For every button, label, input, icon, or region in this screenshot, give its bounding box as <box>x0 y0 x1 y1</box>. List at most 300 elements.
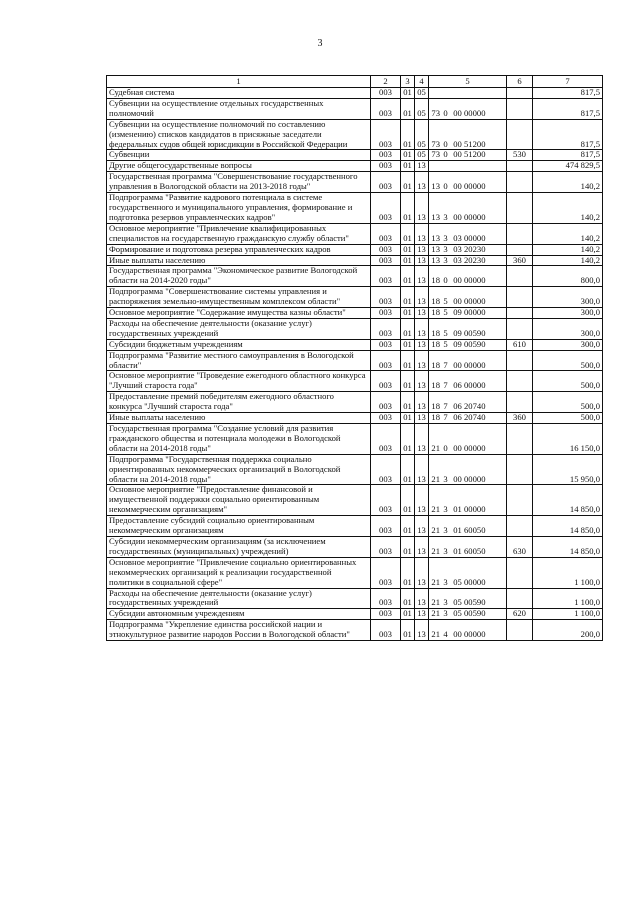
admin-code-cell: 003 <box>371 150 401 161</box>
subsection-code-cell: 13 <box>415 557 429 588</box>
target-code-part: 7 <box>443 359 448 370</box>
row-name-cell: Субвенции <box>107 150 371 161</box>
admin-code-cell: 003 <box>371 536 401 557</box>
target-code-part: 00000 <box>464 296 486 307</box>
expense-type-cell <box>507 172 533 193</box>
expense-type-cell: 360 <box>507 413 533 424</box>
amount-cell: 817,5 <box>533 119 603 150</box>
admin-code-cell: 003 <box>371 255 401 266</box>
subsection-code-cell: 13 <box>415 609 429 620</box>
amount-cell: 300,0 <box>533 339 603 350</box>
target-code-part: 3 <box>443 473 448 484</box>
admin-code-cell: 003 <box>371 609 401 620</box>
budget-table <box>106 75 603 641</box>
target-code-cell <box>429 516 507 537</box>
target-code-cell <box>429 485 507 516</box>
amount-cell: 500,0 <box>533 350 603 371</box>
expense-type-cell: 630 <box>507 536 533 557</box>
target-code-cell <box>429 609 507 620</box>
subsection-code-cell: 13 <box>415 223 429 244</box>
section-code-cell: 01 <box>401 308 415 319</box>
amount-cell: 140,2 <box>533 244 603 255</box>
section-code-cell: 01 <box>401 557 415 588</box>
target-code-part: 5 <box>443 307 448 318</box>
target-code-part: 00000 <box>464 576 486 587</box>
amount-cell: 16 150,0 <box>533 424 603 455</box>
expense-type-cell <box>507 371 533 392</box>
target-code-part: 00000 <box>464 473 486 484</box>
target-code-cell <box>429 244 507 255</box>
subsection-code-cell: 05 <box>415 150 429 161</box>
subsection-code-cell: 13 <box>415 244 429 255</box>
subsection-code-cell: 13 <box>415 308 429 319</box>
row-name-cell: Основное мероприятие "Содержание имущества казны области" <box>107 308 371 319</box>
target-code-part: 21 <box>431 442 440 453</box>
row-name-cell: Иные выплаты населению <box>107 413 371 424</box>
amount-cell: 500,0 <box>533 392 603 413</box>
target-code-cell <box>429 287 507 308</box>
expense-type-cell <box>507 318 533 339</box>
target-code-part: 21 <box>431 504 440 515</box>
row-name-cell: Формирование и подготовка резерва управленческих кадров <box>107 244 371 255</box>
row-name-cell: Основное мероприятие "Проведение ежегодного областного конкурса "Лучший староста года" <box>107 371 371 392</box>
amount-cell: 800,0 <box>533 266 603 287</box>
target-code-part: 00000 <box>464 307 486 318</box>
target-code-part: 13 <box>431 255 440 265</box>
admin-code-cell: 003 <box>371 371 401 392</box>
target-code-part: 21 <box>431 545 440 556</box>
expense-type-cell <box>507 392 533 413</box>
target-code-part: 3 <box>443 597 448 608</box>
target-code-part: 7 <box>443 380 448 391</box>
target-code-part: 09 <box>453 339 462 349</box>
table-row <box>107 557 603 588</box>
row-name-cell: Иные выплаты населению <box>107 255 371 266</box>
table-row <box>107 424 603 455</box>
target-code-part: 3 <box>443 608 448 619</box>
target-code-part: 01 <box>453 545 462 556</box>
admin-code-cell: 003 <box>371 413 401 424</box>
subsection-code-cell: 13 <box>415 339 429 350</box>
target-code-cell <box>429 150 507 161</box>
expense-type-cell <box>507 308 533 319</box>
table-row <box>107 161 603 172</box>
section-code-cell: 01 <box>401 318 415 339</box>
target-code-part: 06 <box>453 380 462 391</box>
target-code-part: 20740 <box>464 412 486 423</box>
subsection-code-cell: 13 <box>415 318 429 339</box>
section-code-cell: 01 <box>401 172 415 193</box>
table-row <box>107 150 603 161</box>
table-row <box>107 119 603 150</box>
target-code-part: 5 <box>443 327 448 338</box>
subsection-code-cell: 13 <box>415 371 429 392</box>
table-row <box>107 287 603 308</box>
amount-cell: 140,2 <box>533 172 603 193</box>
amount-cell: 14 850,0 <box>533 516 603 537</box>
amount-cell: 817,5 <box>533 88 603 99</box>
amount-cell: 200,0 <box>533 620 603 641</box>
section-code-cell: 01 <box>401 88 415 99</box>
row-name-cell: Субсидии некоммерческим организациям (за исключением государственных (муниципальных) учреждений) <box>107 536 371 557</box>
target-code-part: 00 <box>453 149 462 160</box>
section-code-cell: 01 <box>401 119 415 150</box>
target-code-part: 51200 <box>464 138 486 149</box>
target-code-part: 21 <box>431 597 440 608</box>
target-code-part: 00000 <box>464 629 486 640</box>
amount-cell: 300,0 <box>533 318 603 339</box>
admin-code-cell: 003 <box>371 620 401 641</box>
row-name-cell: Субвенции на осуществление полномочий по составлению (изменению) списков кандидатов в присяжные заседатели федеральных судов общей юрисдикции в Российской Федерации <box>107 119 371 150</box>
target-code-part: 51200 <box>464 149 486 160</box>
target-code-part: 21 <box>431 629 440 640</box>
table-row <box>107 350 603 371</box>
expense-type-cell <box>507 424 533 455</box>
row-name-cell: Расходы на обеспечение деятельности (оказание услуг) государственных учреждений <box>107 318 371 339</box>
target-code-part: 3 <box>443 211 448 222</box>
target-code-part: 09 <box>453 327 462 338</box>
table-row <box>107 536 603 557</box>
target-code-cell <box>429 588 507 609</box>
target-code-part: 00 <box>453 473 462 484</box>
header-cell: 1 <box>107 76 371 88</box>
target-code-part: 00000 <box>464 442 486 453</box>
target-code-part: 0 <box>443 149 448 160</box>
section-code-cell: 01 <box>401 193 415 224</box>
row-name-cell: Подпрограмма "Укрепление единства российской нации и этнокультурное развитие народов России в Вологодской области" <box>107 620 371 641</box>
header-cell: 2 <box>371 76 401 88</box>
target-code-cell <box>429 119 507 150</box>
target-code-part: 3 <box>443 504 448 515</box>
target-code-part: 5 <box>443 296 448 307</box>
target-code-part: 18 <box>431 359 440 370</box>
amount-cell: 300,0 <box>533 287 603 308</box>
row-name-cell: Основное мероприятие "Привлечение социально ориентированных некоммерческих организаций к реализации государственной политики в социальной сфере" <box>107 557 371 588</box>
admin-code-cell: 003 <box>371 318 401 339</box>
target-code-part: 60050 <box>464 525 486 536</box>
target-code-part: 18 <box>431 401 440 412</box>
target-code-part: 3 <box>443 255 448 265</box>
row-name-cell: Расходы на обеспечение деятельности (оказание услуг) государственных учреждений <box>107 588 371 609</box>
amount-cell: 474 829,5 <box>533 161 603 172</box>
target-code-part: 13 <box>431 232 440 243</box>
target-code-part: 00590 <box>464 339 486 349</box>
target-code-part: 06 <box>453 412 462 423</box>
target-code-part: 18 <box>431 307 440 318</box>
admin-code-cell: 003 <box>371 244 401 255</box>
target-code-cell <box>429 557 507 588</box>
target-code-part: 0 <box>443 275 448 286</box>
subsection-code-cell: 13 <box>415 588 429 609</box>
section-code-cell: 01 <box>401 454 415 485</box>
section-code-cell: 01 <box>401 413 415 424</box>
target-code-part: 21 <box>431 576 440 587</box>
target-code-cell <box>429 223 507 244</box>
table-row <box>107 485 603 516</box>
section-code-cell: 01 <box>401 588 415 609</box>
row-name-cell: Подпрограмма "Совершенствование системы управления и распоряжения земельно-имущественным комплексом области" <box>107 287 371 308</box>
expense-type-cell: 610 <box>507 339 533 350</box>
target-code-part: 00 <box>453 275 462 286</box>
target-code-part: 03 <box>453 232 462 243</box>
target-code-part: 06 <box>453 401 462 412</box>
target-code-part: 3 <box>443 545 448 556</box>
admin-code-cell: 003 <box>371 88 401 99</box>
target-code-part: 00 <box>453 442 462 453</box>
target-code-part: 0 <box>443 181 448 192</box>
table-row <box>107 609 603 620</box>
expense-type-cell <box>507 287 533 308</box>
target-code-part: 13 <box>431 244 440 254</box>
subsection-code-cell: 13 <box>415 392 429 413</box>
table-body <box>107 76 603 641</box>
section-code-cell: 01 <box>401 620 415 641</box>
section-code-cell: 01 <box>401 339 415 350</box>
target-code-part: 3 <box>443 525 448 536</box>
subsection-code-cell: 05 <box>415 88 429 99</box>
admin-code-cell: 003 <box>371 287 401 308</box>
header-cell: 6 <box>507 76 533 88</box>
target-code-cell <box>429 339 507 350</box>
table-row <box>107 255 603 266</box>
expense-type-cell <box>507 557 533 588</box>
expense-type-cell <box>507 119 533 150</box>
table-row <box>107 371 603 392</box>
target-code-part: 00 <box>453 211 462 222</box>
table-row <box>107 339 603 350</box>
subsection-code-cell: 13 <box>415 536 429 557</box>
section-code-cell: 01 <box>401 350 415 371</box>
amount-cell: 300,0 <box>533 308 603 319</box>
target-code-part: 03 <box>453 244 462 254</box>
row-name-cell: Государственная программа "Экономическое развитие Вологодской области на 2014-2020 годы" <box>107 266 371 287</box>
row-name-cell: Основное мероприятие "Привлечение квалифицированных специалистов на государственную гражданскую службу области" <box>107 223 371 244</box>
table-row <box>107 413 603 424</box>
header-cell: 4 <box>415 76 429 88</box>
table-row <box>107 318 603 339</box>
expense-type-cell <box>507 588 533 609</box>
row-name-cell: Государственная программа "Создание условий для развития гражданского общества и потенциала молодежи в Вологодской области на 2014-2018 годы" <box>107 424 371 455</box>
target-code-part: 00000 <box>464 181 486 192</box>
target-code-cell <box>429 255 507 266</box>
section-code-cell: 01 <box>401 536 415 557</box>
amount-cell: 1 100,0 <box>533 609 603 620</box>
admin-code-cell: 003 <box>371 557 401 588</box>
subsection-code-cell: 13 <box>415 193 429 224</box>
target-code-part: 00590 <box>464 597 486 608</box>
target-code-part: 21 <box>431 525 440 536</box>
target-code-part: 20230 <box>464 255 486 265</box>
target-code-part: 0 <box>443 107 448 118</box>
admin-code-cell: 003 <box>371 350 401 371</box>
section-code-cell: 01 <box>401 161 415 172</box>
target-code-cell <box>429 424 507 455</box>
admin-code-cell: 003 <box>371 223 401 244</box>
expense-type-cell <box>507 516 533 537</box>
target-code-part: 4 <box>443 629 448 640</box>
target-code-part: 21 <box>431 473 440 484</box>
row-name-cell: Государственная программа "Совершенствование государственного управления в Вологодской области на 2013-2018 годы" <box>107 172 371 193</box>
amount-cell: 500,0 <box>533 413 603 424</box>
admin-code-cell: 003 <box>371 266 401 287</box>
target-code-part: 00590 <box>464 608 486 619</box>
amount-cell: 14 850,0 <box>533 536 603 557</box>
target-code-part: 00 <box>453 138 462 149</box>
admin-code-cell: 003 <box>371 516 401 537</box>
subsection-code-cell: 13 <box>415 454 429 485</box>
target-code-cell <box>429 98 507 119</box>
table-row <box>107 588 603 609</box>
table-row <box>107 516 603 537</box>
target-code-part: 13 <box>431 211 440 222</box>
target-code-part: 73 <box>431 138 440 149</box>
header-row <box>107 76 603 88</box>
expense-type-cell: 620 <box>507 609 533 620</box>
expense-type-cell <box>507 350 533 371</box>
subsection-code-cell: 05 <box>415 98 429 119</box>
amount-cell: 500,0 <box>533 371 603 392</box>
amount-cell: 1 100,0 <box>533 557 603 588</box>
target-code-part: 3 <box>443 232 448 243</box>
target-code-cell <box>429 308 507 319</box>
subsection-code-cell: 13 <box>415 516 429 537</box>
section-code-cell: 01 <box>401 287 415 308</box>
target-code-part: 00000 <box>464 211 486 222</box>
target-code-cell <box>429 413 507 424</box>
target-code-cell <box>429 620 507 641</box>
subsection-code-cell: 13 <box>415 413 429 424</box>
subsection-code-cell: 13 <box>415 485 429 516</box>
expense-type-cell <box>507 620 533 641</box>
target-code-part: 01 <box>453 504 462 515</box>
row-name-cell: Субсидии бюджетным учреждениям <box>107 339 371 350</box>
target-code-cell <box>429 350 507 371</box>
target-code-part: 18 <box>431 339 440 349</box>
target-code-part: 00000 <box>464 380 486 391</box>
section-code-cell: 01 <box>401 150 415 161</box>
subsection-code-cell: 13 <box>415 620 429 641</box>
table-row <box>107 172 603 193</box>
table-row <box>107 88 603 99</box>
amount-cell: 15 950,0 <box>533 454 603 485</box>
target-code-part: 00000 <box>464 504 486 515</box>
admin-code-cell: 003 <box>371 392 401 413</box>
target-code-part: 73 <box>431 107 440 118</box>
target-code-part: 5 <box>443 339 448 349</box>
page-number: 3 <box>317 38 323 49</box>
admin-code-cell: 003 <box>371 172 401 193</box>
target-code-cell <box>429 318 507 339</box>
target-code-part: 00 <box>453 107 462 118</box>
admin-code-cell: 003 <box>371 424 401 455</box>
target-code-part: 05 <box>453 597 462 608</box>
section-code-cell: 01 <box>401 516 415 537</box>
admin-code-cell: 003 <box>371 308 401 319</box>
admin-code-cell: 003 <box>371 339 401 350</box>
target-code-cell <box>429 88 507 99</box>
admin-code-cell: 003 <box>371 485 401 516</box>
target-code-part: 3 <box>443 576 448 587</box>
target-code-cell <box>429 536 507 557</box>
header-cell: 5 <box>429 76 507 88</box>
target-code-part: 00000 <box>464 232 486 243</box>
section-code-cell: 01 <box>401 244 415 255</box>
table-row <box>107 98 603 119</box>
amount-cell: 1 100,0 <box>533 588 603 609</box>
target-code-part: 00 <box>453 359 462 370</box>
table-row <box>107 266 603 287</box>
target-code-cell <box>429 266 507 287</box>
expense-type-cell <box>507 223 533 244</box>
expense-type-cell: 530 <box>507 150 533 161</box>
row-name-cell: Судебная система <box>107 88 371 99</box>
target-code-part: 18 <box>431 296 440 307</box>
target-code-cell <box>429 392 507 413</box>
target-code-part: 20740 <box>464 401 486 412</box>
expense-type-cell <box>507 161 533 172</box>
subsection-code-cell: 05 <box>415 119 429 150</box>
target-code-cell <box>429 161 507 172</box>
target-code-part: 00000 <box>464 275 486 286</box>
row-name-cell: Основное мероприятие "Предоставление финансовой и имущественной поддержки социально ориентированным некоммерческим организациям" <box>107 485 371 516</box>
target-code-part: 00590 <box>464 327 486 338</box>
row-name-cell: Подпрограмма "Государственная поддержка социально ориентированных некоммерческих организаций в Вологодской области на 2014-2018 годы" <box>107 454 371 485</box>
target-code-part: 7 <box>443 412 448 423</box>
expense-type-cell <box>507 88 533 99</box>
amount-cell: 817,5 <box>533 98 603 119</box>
table-row <box>107 454 603 485</box>
target-code-part: 73 <box>431 149 440 160</box>
target-code-part: 60050 <box>464 545 486 556</box>
amount-cell: 140,2 <box>533 223 603 244</box>
target-code-part: 00 <box>453 629 462 640</box>
section-code-cell: 01 <box>401 98 415 119</box>
subsection-code-cell: 13 <box>415 350 429 371</box>
section-code-cell: 01 <box>401 371 415 392</box>
section-code-cell: 01 <box>401 609 415 620</box>
subsection-code-cell: 13 <box>415 255 429 266</box>
admin-code-cell: 003 <box>371 98 401 119</box>
table-row <box>107 308 603 319</box>
expense-type-cell <box>507 485 533 516</box>
table-row <box>107 223 603 244</box>
target-code-part: 03 <box>453 255 462 265</box>
row-name-cell: Предоставление субсидий социально ориентированным некоммерческим организациям <box>107 516 371 537</box>
target-code-part: 09 <box>453 307 462 318</box>
row-name-cell: Подпрограмма "Развитие кадрового потенциала в системе государственного и муниципального управления, формирование и подготовка резервов управленческих кадров" <box>107 193 371 224</box>
subsection-code-cell: 13 <box>415 172 429 193</box>
row-name-cell: Подпрограмма "Развитие местного самоуправления в Вологодской области" <box>107 350 371 371</box>
table-row <box>107 244 603 255</box>
subsection-code-cell: 13 <box>415 266 429 287</box>
target-code-part: 0 <box>443 442 448 453</box>
target-code-part: 7 <box>443 401 448 412</box>
expense-type-cell <box>507 266 533 287</box>
target-code-cell <box>429 371 507 392</box>
admin-code-cell: 003 <box>371 193 401 224</box>
admin-code-cell: 003 <box>371 161 401 172</box>
target-code-part: 21 <box>431 608 440 619</box>
section-code-cell: 01 <box>401 485 415 516</box>
table-row <box>107 392 603 413</box>
target-code-cell <box>429 193 507 224</box>
row-name-cell: Другие общегосударственные вопросы <box>107 161 371 172</box>
section-code-cell: 01 <box>401 255 415 266</box>
row-name-cell: Субсидии автономным учреждениям <box>107 609 371 620</box>
section-code-cell: 01 <box>401 424 415 455</box>
expense-type-cell <box>507 244 533 255</box>
subsection-code-cell: 13 <box>415 161 429 172</box>
